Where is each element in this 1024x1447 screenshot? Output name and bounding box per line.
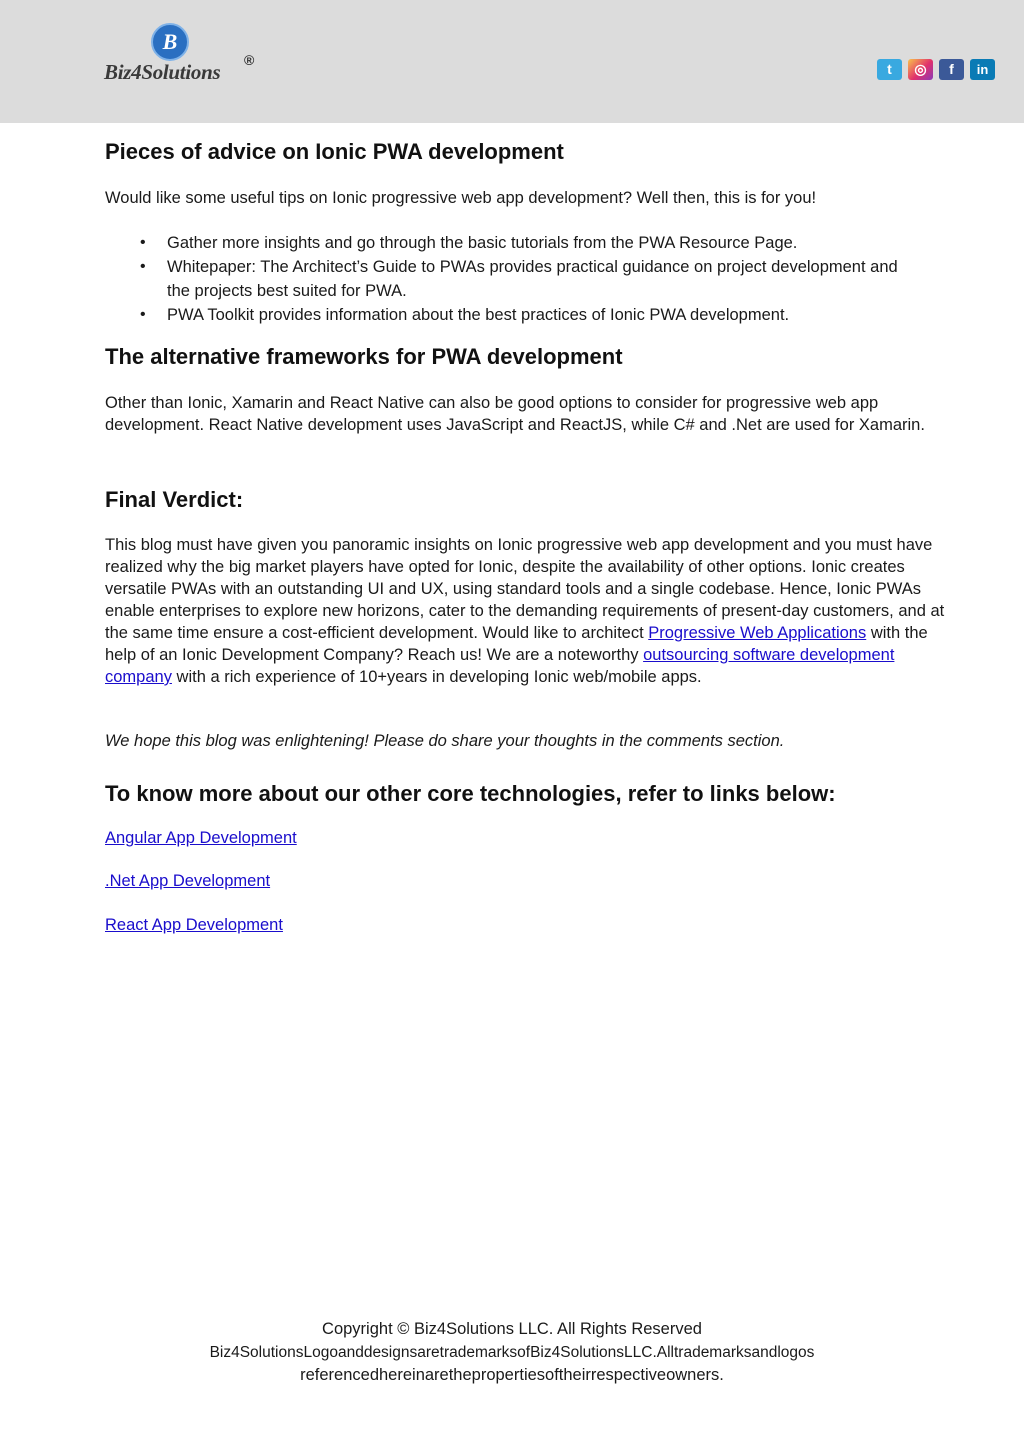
trademark-text: Biz4SolutionsLogoanddesignsaretrademarksofBiz4SolutionsLLC.Alltrademarksandlogos bbox=[209, 1344, 815, 1361]
closing-note: We hope this blog was enlightening! Please do share your thoughts in the comments section. bbox=[105, 732, 785, 750]
alternatives-body: Other than Ionic, Xamarin and React Native can also be good options to consider for progressive web app development. React Native development uses JavaScript and ReactJS, while C# and .Net are used for Xamarin. bbox=[105, 394, 925, 434]
copyright-text: Copyright © Biz4Solutions LLC. All Rights Reserved bbox=[322, 1320, 702, 1338]
dotnet-link[interactable]: .Net App Development bbox=[105, 872, 271, 890]
advice-heading: Pieces of advice on Ionic PWA development bbox=[105, 139, 564, 164]
logo-mark: B bbox=[162, 29, 178, 54]
alternatives-heading: The alternative frameworks for PWA development bbox=[105, 344, 623, 369]
instagram-icon[interactable]: ◎ bbox=[908, 59, 933, 80]
social-links bbox=[877, 59, 995, 81]
logo-text: Biz4Solutions bbox=[104, 60, 221, 84]
twitter-icon[interactable]: t bbox=[877, 59, 902, 80]
list-item: • Whitepaper: The Architect’s Guide to PWAs provides practical guidance on project development and the projects best suited for PWA. bbox=[140, 258, 898, 300]
verdict-heading: Final Verdict: bbox=[105, 487, 244, 512]
tips-list bbox=[105, 231, 950, 327]
page-footer bbox=[0, 1318, 1024, 1387]
logo-b-icon bbox=[148, 22, 192, 62]
links-heading: To know more about our other core technologies, refer to links below: bbox=[105, 781, 836, 806]
facebook-icon[interactable]: f bbox=[939, 59, 964, 80]
list-item: • Gather more insights and go through the basic tutorials from the PWA Resource Page. bbox=[140, 234, 798, 252]
angular-link[interactable]: Angular App Development bbox=[105, 829, 297, 847]
linkedin-icon[interactable]: in bbox=[970, 59, 995, 80]
trademark-text-2: referencedhereinarethepropertiesoftheirrespectiveowners. bbox=[300, 1366, 724, 1384]
outsourcing-link[interactable]: outsourcing software development company bbox=[105, 646, 895, 686]
verdict-body: This blog must have given you panoramic insights on Ionic progressive web app development and you must have realized why the big market players have opted for Ionic, despite the availability of other options. Ionic creates versatile PWAs with an outstanding UI and UX, using standard tools and a single codebase. Hence, Ionic PWAs enable enterprises to explore new horizons, cater to the demanding requirements of present-day customers, and at the same time ensure a cost-efficient development. Would like to architect Progressive Web Applications with the help of an Ionic Development Company? Reach us! We are a noteworthy outsourcing software development company with a rich experience of 10+years in developing Ionic web/mobile apps. bbox=[105, 536, 945, 686]
biz4solutions-logo[interactable] bbox=[104, 22, 264, 92]
list-item: • PWA Toolkit provides information about the best practices of Ionic PWA development. bbox=[140, 306, 790, 324]
page-header bbox=[0, 0, 1024, 123]
advice-intro: Would like some useful tips on Ionic progressive web app development? Well then, this is for you! bbox=[105, 189, 817, 207]
pwa-link[interactable]: Progressive Web Applications bbox=[648, 624, 867, 642]
registered-mark: ® bbox=[244, 52, 255, 68]
react-link[interactable]: React App Development bbox=[105, 916, 283, 934]
